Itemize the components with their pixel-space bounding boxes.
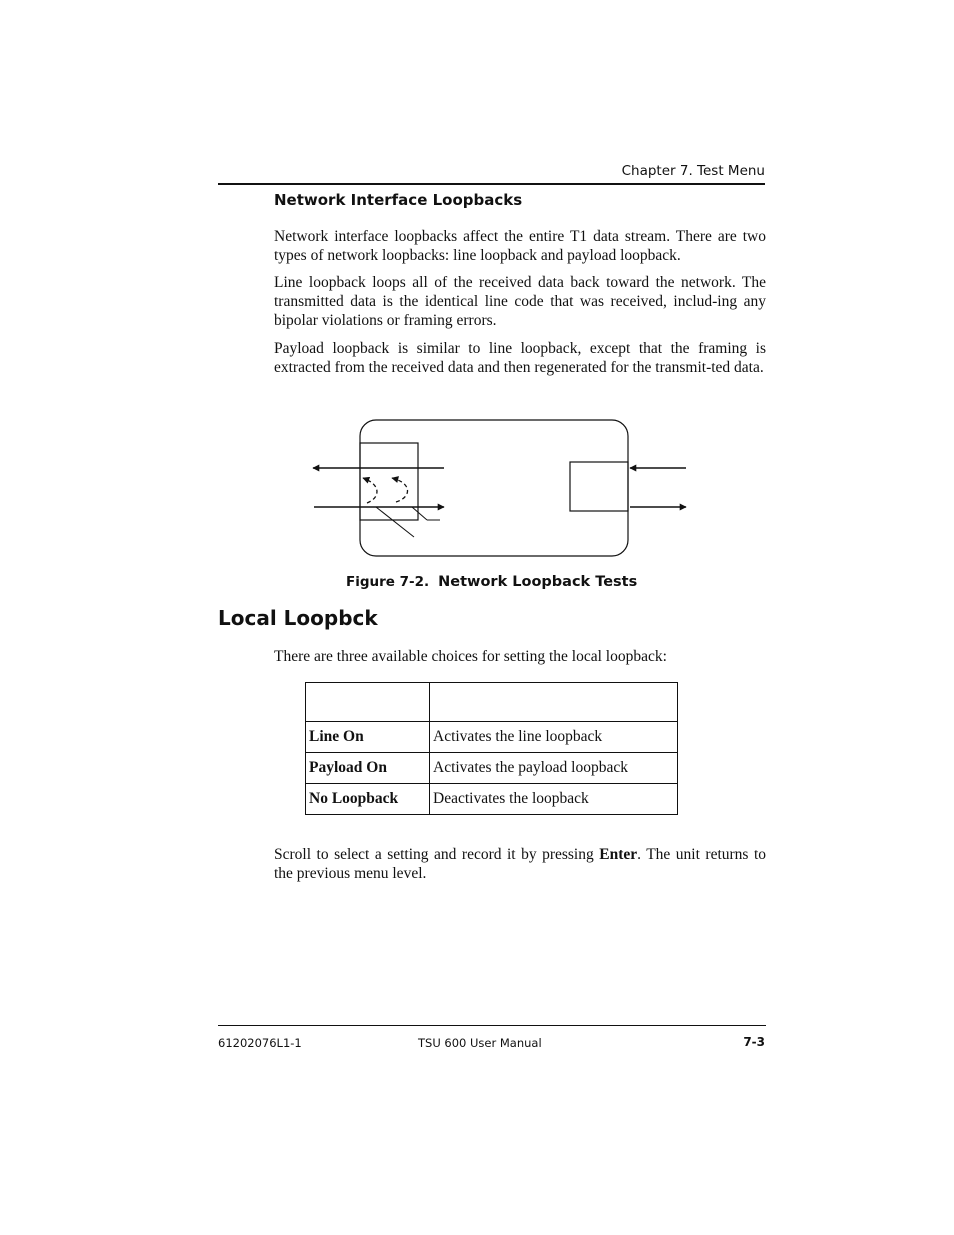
running-head: Chapter 7. Test Menu [621,163,765,179]
dte-interface-box [570,462,628,511]
loopback-options-table [305,682,678,815]
option-name: No Loopback [306,784,430,815]
table-row [306,784,678,815]
figure-title: Network Loopback Tests [438,574,638,590]
leader-line-1 [376,507,414,537]
local-loopback-heading: Local Loopbck [218,606,378,630]
option-description: Activates the line loopback [430,722,678,753]
table-row [306,753,678,784]
figure-number: Figure 7-2. [346,574,430,590]
table-header-cell [306,683,430,722]
option-name: Line On [306,722,430,753]
footer-rule [218,1025,766,1026]
option-name: Payload On [306,753,430,784]
network-interface-box [360,443,418,520]
payload-loopback-path [392,478,408,502]
table-row [306,722,678,753]
footer-page-number: 7-3 [743,1035,765,1049]
footer-manual-title: TSU 600 User Manual [418,1036,542,1050]
header-rule [218,183,765,185]
local-loopback-intro: There are three available choices for setting the local loopback: [274,648,667,665]
section-heading: Network Interface Loopbacks [274,191,523,209]
enter-key-label: Enter [599,846,638,863]
unit-outline [360,420,628,556]
paragraph-line-loopback: Line loopback loops all of the received data back toward the network. The transmitted data is the identical line code that was received, includ-ing any bipolar violations or framing errors. [274,274,766,329]
closing-text-before: Scroll to select a setting and record it by pressing [274,846,600,863]
option-description: Deactivates the loopback [430,784,678,815]
paragraph-network-loopbacks: Network interface loopbacks affect the entire T1 data stream. There are two types of network loopbacks: line loopback and payload loopback. [274,228,766,264]
paragraph-payload-loopback: Payload loopback is similar to line loopback, except that the framing is extracted from the received data and then regenerated for the transmit-ted data. [274,340,766,376]
footer-part-number: 61202076L1-1 [218,1036,302,1050]
figure-caption [346,574,637,590]
closing-text-after: . The unit returns to the previous menu level. [274,846,766,882]
closing-paragraph [274,845,766,883]
option-description: Activates the payload loopback [430,753,678,784]
network-loopback-diagram [300,412,700,564]
table-header-cell [430,683,678,722]
line-loopback-path [363,478,377,503]
table-header-row [306,683,678,722]
leader-line-2 [412,507,427,520]
